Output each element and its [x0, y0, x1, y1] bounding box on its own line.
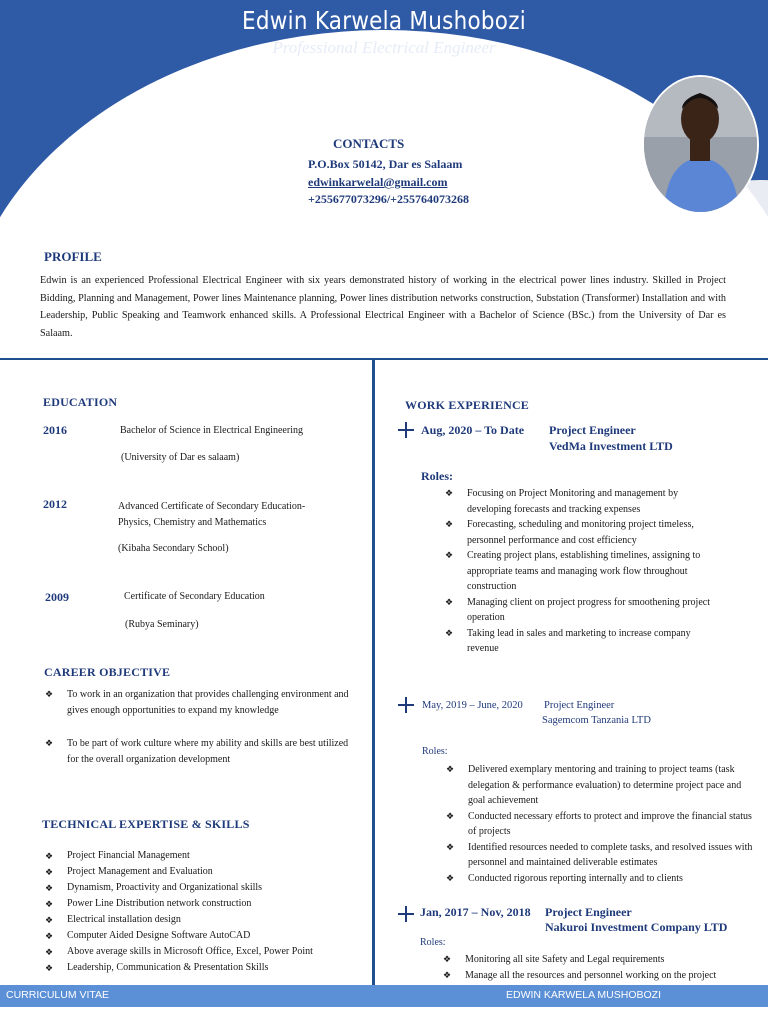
role-text: Monitoring all site Safety and Legal requirements: [465, 954, 665, 965]
roles-label: Roles:: [420, 937, 446, 948]
list-item: [45, 848, 367, 864]
diamond-bullet-icon: ❖: [446, 764, 455, 774]
diamond-bullet-icon: ❖: [45, 947, 54, 957]
diamond-bullet-icon: ❖: [45, 931, 54, 941]
diamond-bullet-icon: ❖: [446, 841, 455, 852]
education-year: 2016: [43, 423, 67, 437]
list-item: [446, 809, 753, 840]
education-year: 2012: [43, 497, 67, 511]
diamond-bullet-icon: ❖: [443, 954, 452, 964]
skills-list: [45, 848, 367, 976]
diamond-bullet-icon: ❖: [45, 689, 54, 699]
role-text: Conducted rigorous reporting internally and to clients: [468, 872, 683, 884]
diamond-bullet-icon: ❖: [446, 810, 455, 821]
footer-bar: [0, 985, 768, 1007]
job-position: Project Engineer: [545, 905, 632, 919]
list-item: [45, 896, 367, 912]
role-text: Conducted necessary efforts to protect and improve the financial status of projects: [468, 810, 752, 837]
education-title: Certificate of Secondary Education: [124, 591, 265, 602]
role-text: Focusing on Project Monitoring and management by developing forecasts and tracking expenses: [467, 488, 679, 515]
diamond-bullet-icon: ❖: [45, 915, 54, 925]
profile-summary: Edwin is an experienced Professional Electrical Engineer with six years demonstrated history of working in the electrical power lines industry. Skilled in Project Bidding, Planning and Management, Power lines Maintenance planning, Power lines distribution networks construction, Substation (Transformer) Installation and with Leadership, Public Speaking and Teamwork enhanced skills. A Professional Electrical Engineer with a Bachelor of Science (BSc.) from the University of Dar es Salaam.: [40, 275, 726, 339]
contact-phones: +255677073296/+255764073268: [308, 192, 470, 206]
skill-text: Computer Aided Designe Software AutoCAD: [67, 930, 251, 941]
list-item: [45, 864, 367, 880]
list-item: [446, 871, 753, 887]
diamond-bullet-icon: ❖: [45, 867, 54, 877]
list-item: [446, 840, 753, 871]
diamond-bullet-icon: ❖: [445, 596, 454, 607]
footer-left-label: CURRICULUM VITAE: [6, 989, 110, 1001]
education-school: (Kibaha Secondary School): [118, 543, 229, 554]
diamond-bullet-icon: ❖: [445, 550, 454, 560]
education-year: 2009: [45, 590, 69, 604]
skills-heading: TECHNICAL EXPERTISE & SKILLS: [42, 817, 250, 831]
candidate-name: Edwin Karwela Mushobozi: [242, 6, 526, 35]
education-title: Advanced Certificate of Secondary Education-Physics, Chemistry and Mathematics: [118, 501, 306, 528]
list-item: [45, 944, 367, 960]
list-item: [45, 960, 367, 976]
role-text: Managing client on project progress for smoothening project operation: [467, 596, 710, 623]
job-dates: May, 2019 – June, 2020: [422, 700, 523, 711]
career-objective-heading: CAREER OBJECTIVE: [44, 665, 171, 679]
diamond-bullet-icon: ❖: [443, 969, 452, 980]
contacts-heading: CONTACTS: [333, 136, 405, 151]
section-divider-vertical: [372, 360, 375, 988]
role-text: Manage all the resources and personnel working on the project: [465, 969, 717, 981]
education-school: (Rubya Seminary): [125, 619, 199, 630]
diamond-bullet-icon: ❖: [45, 899, 54, 909]
job-position: Project Engineer: [544, 700, 615, 711]
diamond-bullet-icon: ❖: [45, 883, 54, 893]
job-company: Sagemcom Tanzania LTD: [542, 715, 651, 726]
skill-text: Power Line Distribution network construction: [67, 898, 252, 909]
list-item: [443, 968, 760, 984]
job-roles-list: [445, 486, 722, 657]
diamond-bullet-icon: ❖: [45, 851, 54, 861]
skill-text: Above average skills in Microsoft Office, Excel, Power Point: [67, 946, 313, 957]
contact-email-link[interactable]: edwinkarwelal@gmail.com: [308, 175, 448, 189]
education-school: (University of Dar es salaam): [121, 452, 240, 463]
job-company: Nakuroi Investment Company LTD: [545, 920, 728, 934]
list-item: [445, 486, 722, 517]
list-item: [45, 912, 367, 928]
list-item: [45, 687, 357, 718]
list-item: [443, 952, 760, 968]
role-text: Taking lead in sales and marketing to increase company revenue: [467, 627, 691, 654]
list-item: [445, 548, 722, 595]
education-heading: EDUCATION: [43, 395, 118, 409]
career-objective-list: [45, 687, 357, 767]
role-text: Identified resources needed to complete tasks, and resolved issues with personnel and maintained deliverable estimates: [468, 841, 753, 868]
objective-text: To work in an organization that provides challenging environment and gives enough opportunities to expand my knowledge: [67, 689, 349, 716]
skill-text: Dynamism, Proactivity and Organizational skills: [67, 882, 263, 893]
role-text: Forecasting, scheduling and monitoring project timeless, personnel performance and cost efficiency: [467, 519, 694, 546]
work-experience-heading: WORK EXPERIENCE: [405, 398, 530, 412]
roles-label: Roles:: [421, 469, 453, 483]
diamond-bullet-icon: ❖: [445, 519, 454, 529]
cross-marker-icon: [398, 906, 414, 922]
list-item: [45, 880, 367, 896]
list-item: [445, 626, 722, 657]
role-text: Delivered exemplary mentoring and training to project teams (task delegation & performance evaluation) to determine project pace and goal achievement: [468, 764, 742, 806]
job-dates: Jan, 2017 – Nov, 2018: [420, 905, 531, 919]
candidate-title: Professional Electrical Engineer: [272, 38, 496, 57]
diamond-bullet-icon: ❖: [445, 488, 454, 498]
diamond-bullet-icon: ❖: [45, 738, 54, 748]
section-divider-horizontal: [0, 358, 768, 360]
diamond-bullet-icon: ❖: [446, 872, 455, 883]
role-text: Creating project plans, establishing timelines, assigning to appropriate teams and managing work flow throughout construction: [467, 550, 701, 592]
list-item: [445, 517, 722, 548]
skill-text: Electrical installation design: [67, 914, 181, 925]
skill-text: Project Management and Evaluation: [67, 866, 213, 877]
skill-text: Project Financial Management: [67, 850, 190, 861]
list-item: [45, 736, 357, 767]
list-item: [445, 595, 722, 626]
list-item: [446, 762, 753, 809]
profile-heading: PROFILE: [44, 249, 102, 264]
job-company: VedMa Investment LTD: [549, 439, 673, 453]
cross-marker-icon: [398, 697, 414, 713]
list-item: [45, 928, 367, 944]
profile-photo: [642, 75, 759, 214]
footer-right-label: EDWIN KARWELA MUSHOBOZI: [506, 989, 661, 1001]
job-roles-list: [446, 762, 753, 886]
cross-marker-icon: [398, 422, 414, 438]
job-dates: Aug, 2020 – To Date: [421, 423, 525, 437]
education-title: Bachelor of Science in Electrical Engineering: [120, 425, 303, 436]
diamond-bullet-icon: ❖: [445, 627, 454, 638]
diamond-bullet-icon: ❖: [45, 963, 54, 973]
roles-label: Roles:: [422, 746, 448, 757]
person-photo-icon: [644, 77, 757, 212]
objective-text: To be part of work culture where my ability and skills are best utilized for the overall organization development: [67, 738, 349, 765]
job-position: Project Engineer: [549, 423, 636, 437]
contact-address: P.O.Box 50142, Dar es Salaam: [308, 157, 463, 171]
skill-text: Leadership, Communication & Presentation Skills: [67, 962, 269, 973]
job-roles-list: [443, 952, 760, 983]
